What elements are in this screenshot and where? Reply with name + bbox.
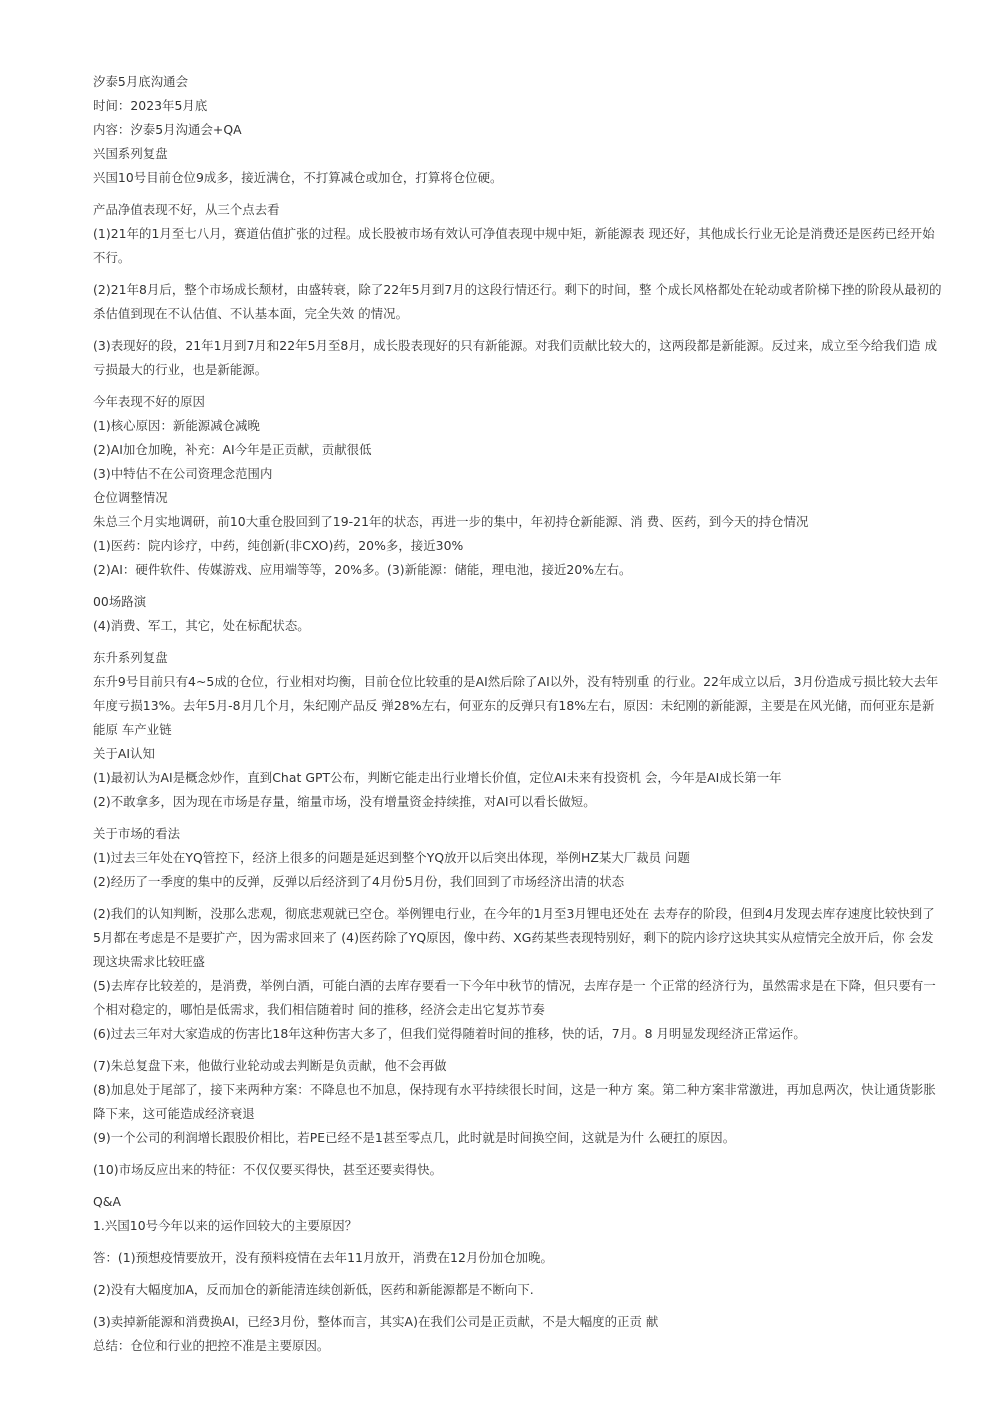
paragraph: 兴国10号目前仓位9成多，接近满仓，不打算减仓或加仓，打算将仓位硬。 (93, 170, 503, 185)
paragraph: 1.兴国10号今年以来的运作回较大的主要原因？ (93, 1218, 358, 1233)
paragraph: (1)21年的1月至七八月，赛道估值扩张的过程。成长股被市场有效认可净值表现中规中矩，新能源表 现还好，其他成长行业无论是消费还是医药已经开始不行。 (93, 226, 935, 265)
paragraph: (1)核心原因：新能源减仓减晚 (93, 418, 260, 433)
paragraph: (1)过去三年处在YQ管控下，经济上很多的问题是延迟到整个YQ放开以后突出体现，举例HZ某大厂裁员 问题 (93, 850, 690, 865)
paragraph: Q&A (93, 1194, 122, 1209)
paragraph: 兴国系列复盘 (93, 146, 168, 161)
paragraph: (2)AI：硬件软件、传媒游戏、应用端等等，20%多。(3)新能源：储能，理电池，接近20%左右。 (93, 562, 632, 577)
paragraph: (1)医药：院内诊疗，中药，纯创新(非CXO)药，20%多，接近30% (93, 538, 464, 553)
paragraph: (4)消费、军工，其它，处在标配状态。 (93, 618, 310, 633)
paragraph: (7)朱总复盘下来，他做行业轮动或去判断是负贡献，他不会再做 (93, 1058, 447, 1073)
paragraph: (3)中特估不在公司资理念范围内 (93, 466, 273, 481)
paragraph: (2)没有大幅度加A，反而加仓的新能清连续创新低，医药和新能源都是不断向下. (93, 1282, 534, 1297)
paragraph: (3)卖掉新能源和消费换AI，已经3月份，整体而言，其实A)在我们公司是正贡献，不是大幅度的正贡 献 (93, 1314, 659, 1329)
paragraph: 答：(1)预想疫情要放开，没有预料疫情在去年11月放开，消费在12月份加仓加晚。 (93, 1250, 553, 1265)
paragraph: 关于AI认知 (93, 746, 155, 761)
paragraph: (2)AI加仓加晚，补充：AI今年是正贡献，贡献很低 (93, 442, 372, 457)
paragraph: 东升9号目前只有4~5成的仓位，行业相对均衡，目前仓位比较重的是AI然后除了AI以外，没有特别重 的行业。22年成立以后，3月份造成亏损比较大去年年度亏损13%。去年5月-8月几个月，朱纪刚产品反 弹28%左右，何亚东的反弹只有18%左右，原因：未纪刚的新能源，主要是在风光储，而何亚东是新能原 车产业链 (93, 674, 939, 737)
paragraph: (3)表现好的段，21年1月到7月和22年5月至8月，成长股表现好的只有新能源。对我们贡献比较大的，这两段都是新能源。反过来，成立至今给我们造 成亏损最大的行业，也是新能源。 (93, 338, 938, 377)
paragraph: 时间：2023年5月底 (93, 98, 208, 113)
paragraph: (2)不敢拿多，因为现在市场是存量，缩量市场，没有增量资金持续推，对AI可以看长做短。 (93, 794, 596, 809)
paragraph: 关于市场的看法 (93, 826, 181, 841)
paragraph: 今年表现不好的原因 (93, 394, 205, 409)
paragraph: (8)加息处于尾部了，接下来两种方案：不降息也不加息，保持现有水平持续很长时间，这是一种方 案。第二种方案非常激进，再加息两次，快让通货影胀降下来，这可能造成经济衰退 (93, 1082, 936, 1121)
paragraph: (5)去库存比较差的，是消费，举例白酒，可能白酒的去库存要看一下今年中秋节的情况，去库存是一 个正常的经济行为，虽然需求是在下降，但只要有一个相对稳定的，哪怕是低需求，我们相信随着时 间的推移，经济会走出它复苏节奏 (93, 978, 936, 1017)
paragraph: 00场路演 (93, 594, 147, 609)
paragraph: (6)过去三年对大家造成的伤害比18年这种伤害大多了，但我们觉得随着时间的推移，快的话，7月。8 月明显发现经济正常运作。 (93, 1026, 806, 1041)
paragraph: 仓位调整情况 (93, 490, 168, 505)
paragraph: (2)21年8月后，整个市场成长颓材，由盛转衰，除了22年5月到7月的这段行情还行。剩下的时间，整 个成长风格都处在轮动或者阶梯下挫的阶段从最初的杀估值到现在不认估值、不认基本面，完全失效 的情况。 (93, 282, 942, 321)
paragraph: 总结：仓位和行业的把控不准是主要原因。 (93, 1338, 330, 1353)
paragraph: (9)一个公司的利润增长跟股价相比，若PE已经不是1甚至零点几，此时就是时间换空间，这就是为什 么硬扛的原因。 (93, 1130, 736, 1145)
paragraph: (1)最初认为AI是概念炒作，直到Chat GPT公布，判断它能走出行业增长价值，定位AI未来有投资机 会，今年是AI成长第一年 (93, 770, 782, 785)
paragraph: 产品净值表现不好，从三个点去看 (93, 202, 280, 217)
paragraph: 内容：汐泰5月沟通会+QA (93, 122, 242, 137)
paragraph: 东升系列复盘 (93, 650, 168, 665)
paragraph: (2)经历了一季度的集中的反弹，反弹以后经济到了4月份5月份，我们回到了市场经济出清的状态 (93, 874, 625, 889)
paragraph: 朱总三个月实地调研，前10大重仓股回到了19-21年的状态，再进一步的集中，年初持仓新能源、消 费、医药，到今天的持仓情况 (93, 514, 809, 529)
paragraph: (10)市场反应出来的特征：不仅仅要买得快，甚至还要卖得快。 (93, 1162, 443, 1177)
paragraph: 汐泰5月底沟通会 (93, 74, 189, 89)
paragraph: (2)我们的认知判断，没那么悲观，彻底悲观就已空仓。举例锂电行业，在今年的1月至3月锂电还处在 去寿存的阶段，但到4月发现去库存速度比较快到了5月都在考虑是不是要扩产，因为需求回来了 (4)医药除了YQ原因，像中药、XG药某些表现特别好，剩下的院内诊疗这块其实从痘情完全放开后，你 会发现这块需求比较旺盛 (93, 906, 935, 969)
